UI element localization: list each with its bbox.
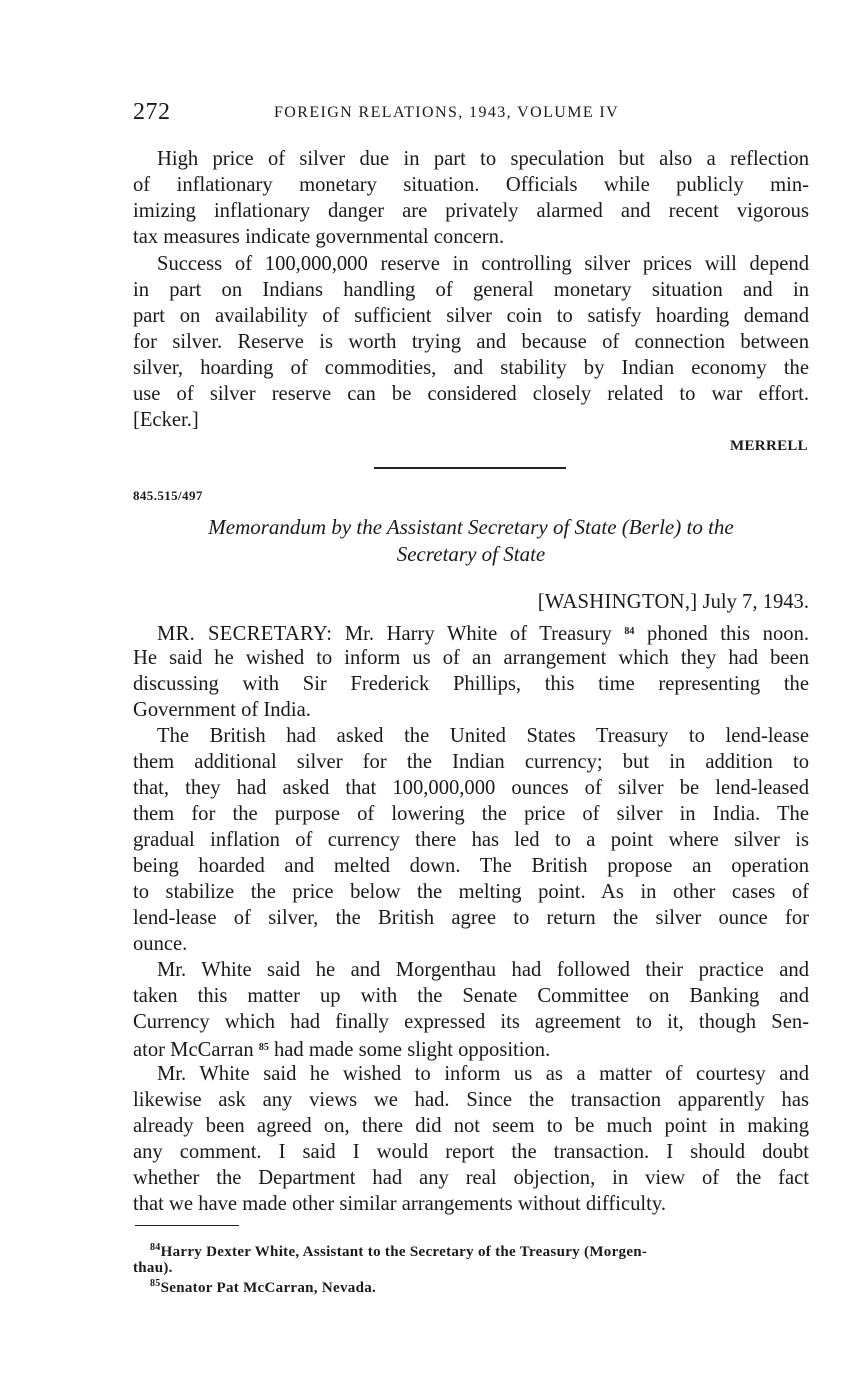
- text-line: already been agreed on, there did not seem to be much point in making: [133, 1115, 809, 1137]
- text-line: ounce.: [133, 933, 188, 955]
- text-line: High price of silver due in part to speculation but also a reflection: [157, 148, 809, 170]
- text-line: discussing with Sir Frederick Phillips, this time representing the: [133, 673, 809, 695]
- text-line: The British had asked the United States Treasury to lend-lease: [157, 725, 809, 747]
- footnote-84-cont: thau).: [133, 1260, 173, 1276]
- text-line: He said he wished to inform us of an arrangement which they had been: [133, 647, 809, 669]
- dateline-place: [WASHINGTON,]: [537, 591, 698, 613]
- file-number: 845.515/497: [133, 488, 203, 503]
- text-line: that we have made other similar arrangements without difficulty.: [133, 1193, 666, 1215]
- text-line: in part on Indians handling of general monetary situation and in: [133, 279, 809, 301]
- text-line: part on availability of sufficient silver coin to satisfy hoarding demand: [133, 305, 809, 327]
- salutation: MR. SECRETARY:: [157, 623, 333, 645]
- text-line: to stabilize the price below the melting point. As in other cases of: [133, 881, 809, 903]
- text-line: them for the purpose of lowering the price of silver in India. The: [133, 803, 809, 825]
- dateline: [538, 591, 809, 614]
- text-line: that, they had asked that 100,000,000 ounces of silver be lend-leased: [133, 777, 809, 799]
- page-number: 272: [133, 99, 171, 125]
- text-line: taken this matter up with the Senate Committee on Banking and: [133, 985, 809, 1007]
- text-line-salutation: MR. SECRETARY: Mr. Harry White of Treasury $^{84}$ phoned this noon.: [157, 623, 810, 645]
- text-line: Currency which had finally expressed its agreement to it, though Sen-: [133, 1011, 809, 1033]
- section-divider: [374, 467, 566, 469]
- text-line: whether the Department had any real objection, in view of the fact: [133, 1167, 809, 1189]
- text-line: [Ecker.]: [133, 409, 199, 431]
- text-line: lend-lease of silver, the British agree to return the silver ounce for: [133, 907, 809, 929]
- document-title-cont: Secretary of State: [396, 542, 546, 566]
- footnote-divider: [135, 1225, 239, 1226]
- text-line: likewise ask any views we had. Since the transaction apparently has: [133, 1089, 809, 1111]
- footnote-ref: 84: [624, 626, 635, 637]
- text-line: them additional silver for the Indian currency; but in addition to: [133, 751, 809, 773]
- footnote-ref: 85: [258, 1042, 269, 1053]
- text-line-mccarran: ator McCarran $^{85}$ had made some slight opposition.: [133, 1039, 551, 1061]
- text-line: tax measures indicate governmental concern.: [133, 226, 505, 248]
- text-line: Success of 100,000,000 reserve in controlling silver prices will depend: [157, 253, 809, 275]
- footnote-84: $^{84}$Harry Dexter White, Assistant to the Secretary of the Treasury (Morgen-: [150, 1242, 648, 1260]
- text-line: silver, hoarding of commodities, and stability by Indian economy the: [133, 357, 809, 379]
- text-line: Government of India.: [133, 699, 311, 721]
- running-header: FOREIGN RELATIONS, 1943, VOLUME IV: [274, 104, 620, 121]
- text-line: gradual inflation of currency there has led to a point where silver is: [133, 829, 809, 851]
- document-title: Memorandum by the Assistant Secretary of State (Berle) to the: [208, 515, 734, 539]
- dateline-date: July 7, 1943.: [702, 591, 809, 613]
- text-line: use of silver reserve can be considered closely related to war effort.: [133, 383, 809, 405]
- footnote-85: $^{85}$Senator Pat McCarran, Nevada.: [150, 1278, 377, 1296]
- text-line: Mr. White said he wished to inform us as a matter of courtesy and: [157, 1063, 809, 1085]
- signature: MERRELL: [730, 438, 808, 454]
- text-line: imizing inflationary danger are privately alarmed and recent vigorous: [133, 200, 809, 222]
- text-line: of inflationary monetary situation. Officials while publicly min-: [133, 174, 809, 196]
- text-line: any comment. I said I would report the transaction. I should doubt: [133, 1141, 809, 1163]
- text-line: being hoarded and melted down. The British propose an operation: [133, 855, 809, 877]
- text-line: Mr. White said he and Morgenthau had followed their practice and: [157, 959, 809, 981]
- text-line: for silver. Reserve is worth trying and because of connection between: [133, 331, 809, 353]
